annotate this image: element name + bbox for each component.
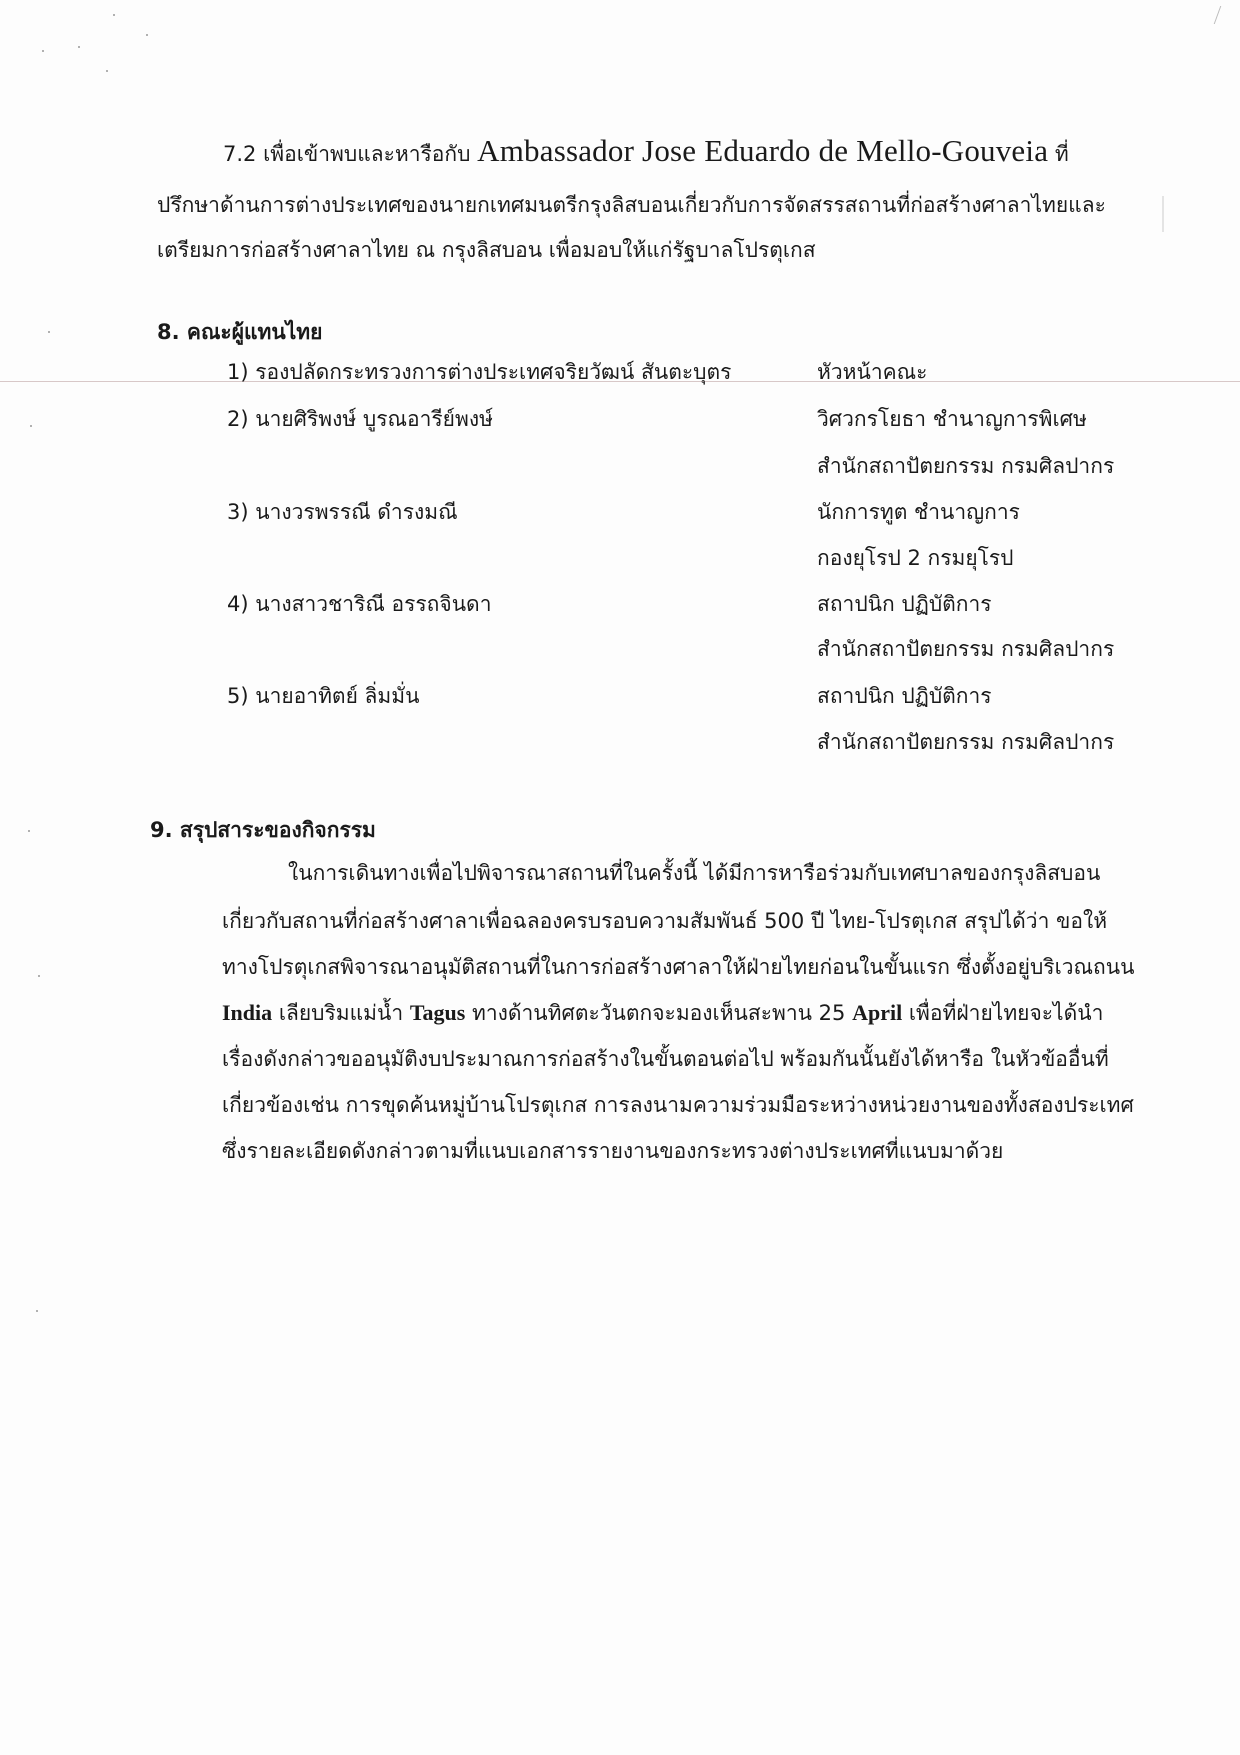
scan-speck [42, 50, 44, 52]
member-name: 3) นางวรพรรณี ดำรงมณี [227, 500, 458, 524]
member-department: สำนักสถาปัตยกรรม กรมศิลปากร [817, 637, 1115, 661]
scan-speck [30, 425, 32, 427]
section-9-line: ซึ่งรายละเอียดดังกล่าวตามที่แนบเอกสารรายงานของกระทรวงต่างประเทศที่แนบมาด้วย [222, 1139, 1004, 1163]
section-8-heading: 8. คณะผู้แทนไทย [157, 320, 323, 344]
section-9-line: ในการเดินทางเพื่อไปพิจารณาสถานที่ในครั้งนี้ ได้มีการหารือร่วมกับเทศบาลของกรุงลิสบอน [288, 861, 1101, 885]
street-name: India [222, 1000, 273, 1025]
section-9-line: เกี่ยวกับสถานที่ก่อสร้างศาลาเพื่อฉลองครบรอบความสัมพันธ์ 500 ปี ไทย-โปรตุเกส สรุปได้ว่า ขอให้ [222, 909, 1108, 933]
member-department: กองยุโรป 2 กรมยุโรป [817, 546, 1014, 570]
scan-speck [146, 34, 148, 36]
section-9-line: เกี่ยวข้องเช่น การขุดค้นหมู่บ้านโปรตุเกส การลงนามความร่วมมือระหว่างหน่วยงานของทั้งสองประเทศ [222, 1093, 1134, 1117]
member-role: สถาปนิก ปฏิบัติการ [817, 684, 992, 708]
scan-speck [28, 830, 30, 832]
section-7-2-line-1 [223, 133, 1069, 169]
section-7-2-line-3: เตรียมการก่อสร้างศาลาไทย ณ กรุงลิสบอน เพื่อมอบให้แก่รัฐบาลโปรตุเกส [157, 238, 816, 262]
member-name: 4) นางสาวชาริณี อรรถจินดา [227, 592, 492, 616]
section-9-heading: 9. สรุปสาระของกิจกรรม [150, 818, 376, 842]
member-role: นักการทูต ชำนาญการ [817, 500, 1020, 524]
member-role: สถาปนิก ปฏิบัติการ [817, 592, 992, 616]
section-9-line: เรื่องดังกล่าวขออนุมัติงบประมาณการก่อสร้างในขั้นตอนต่อไป พร้อมกันนั้นยังได้หารือ ในหัวข้ออื่นที่ [222, 1047, 1109, 1071]
scan-speck [78, 46, 80, 48]
bridge-name: April [852, 1000, 903, 1025]
section-7-2-suffix: ที่ [1048, 142, 1069, 166]
member-role: วิศวกรโยธา ชำนาญการพิเศษ [817, 407, 1087, 431]
scan-speck [38, 975, 40, 977]
scan-mark [1162, 196, 1164, 232]
member-role: หัวหน้าคณะ [817, 360, 928, 384]
scan-mark [1204, 6, 1222, 24]
scan-speck [36, 1310, 38, 1312]
text-fragment: ทางด้านทิศตะวันตกจะมองเห็นสะพาน 25 [465, 1001, 853, 1025]
scan-speck [106, 70, 108, 72]
scan-speck [113, 14, 115, 16]
member-department: สำนักสถาปัตยกรรม กรมศิลปากร [817, 454, 1115, 478]
section-7-2-line-2: ปรึกษาด้านการต่างประเทศของนายกเทศมนตรีกรุงลิสบอนเกี่ยวกับการจัดสรรสถานที่ก่อสร้างศาลาไทยและ [157, 193, 1106, 217]
section-9-line [222, 998, 1103, 1028]
member-name: 1) รองปลัดกระทรวงการต่างประเทศจริยวัฒน์ สันตะบุตร [227, 360, 732, 384]
member-name: 2) นายศิริพงษ์ บูรณอารีย์พงษ์ [227, 407, 493, 431]
member-department: สำนักสถาปัตยกรรม กรมศิลปากร [817, 730, 1115, 754]
text-fragment: เพื่อที่ฝ่ายไทยจะได้นำ [902, 1001, 1104, 1025]
section-7-2-prefix: 7.2 เพื่อเข้าพบและหารือกับ [223, 142, 478, 166]
text-fragment: เลียบริมแม่น้ำ [272, 1001, 410, 1025]
member-name: 5) นายอาทิตย์ ลิ่มมั่น [227, 684, 420, 708]
scan-speck [48, 331, 50, 333]
river-name: Tagus [409, 1000, 466, 1025]
ambassador-name: Ambassador Jose Eduardo de Mello-Gouveia [477, 133, 1049, 168]
section-9-line: ทางโปรตุเกสพิจารณาอนุมัติสถานที่ในการก่อสร้างศาลาให้ฝ่ายไทยก่อนในขั้นแรก ซึ่งตั้งอยู่บริเวณถนน [222, 955, 1135, 979]
